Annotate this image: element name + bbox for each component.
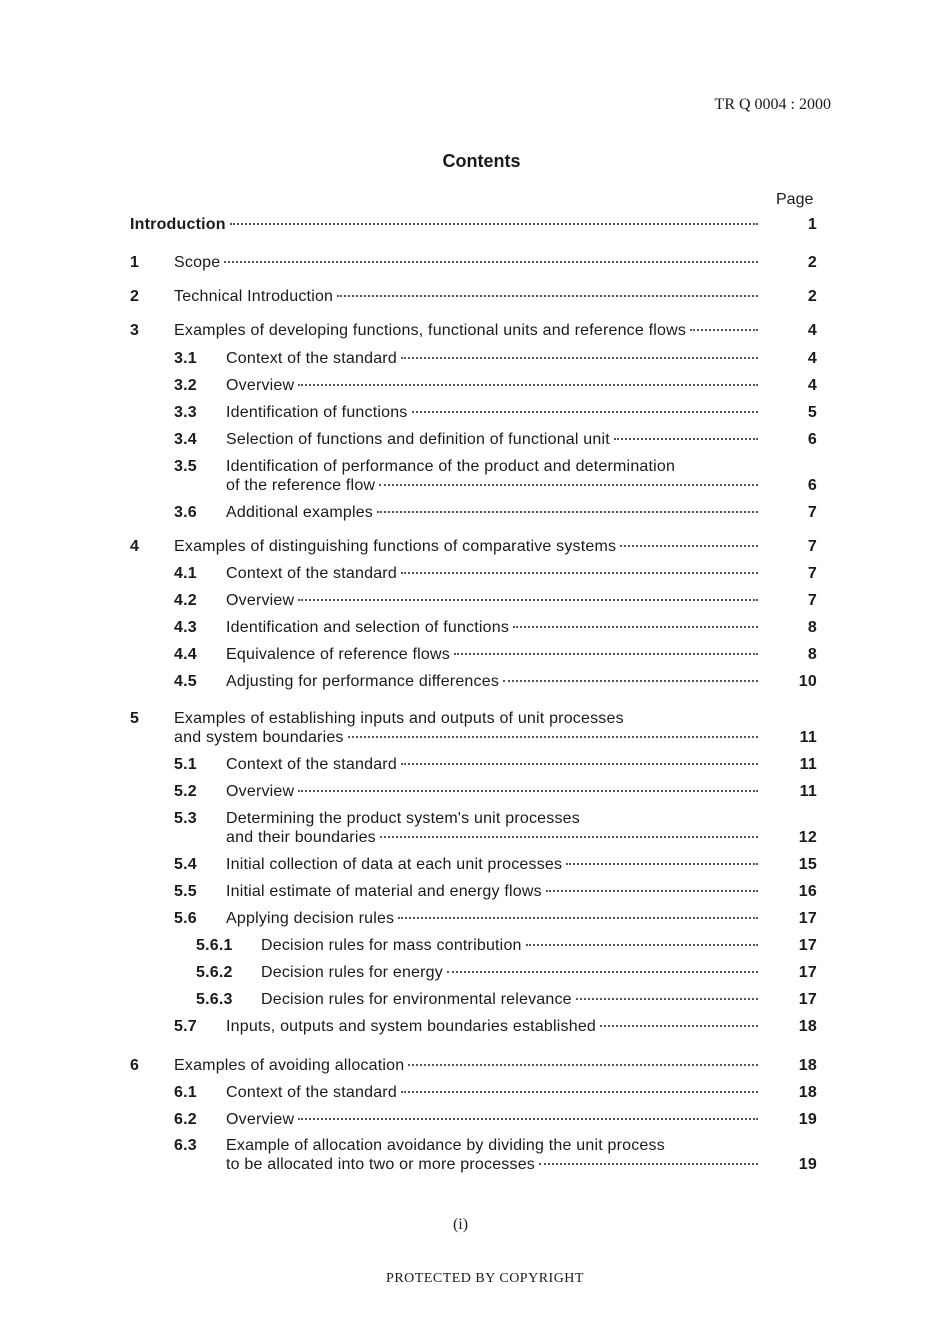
copyright-notice: PROTECTED BY COPYRIGHT bbox=[386, 1271, 584, 1286]
document-code: TR Q 0004 : 2000 bbox=[714, 96, 831, 113]
page-column-header: Page bbox=[776, 191, 814, 208]
page-title: Contents bbox=[442, 151, 521, 171]
page-number: (i) bbox=[452, 1216, 469, 1233]
